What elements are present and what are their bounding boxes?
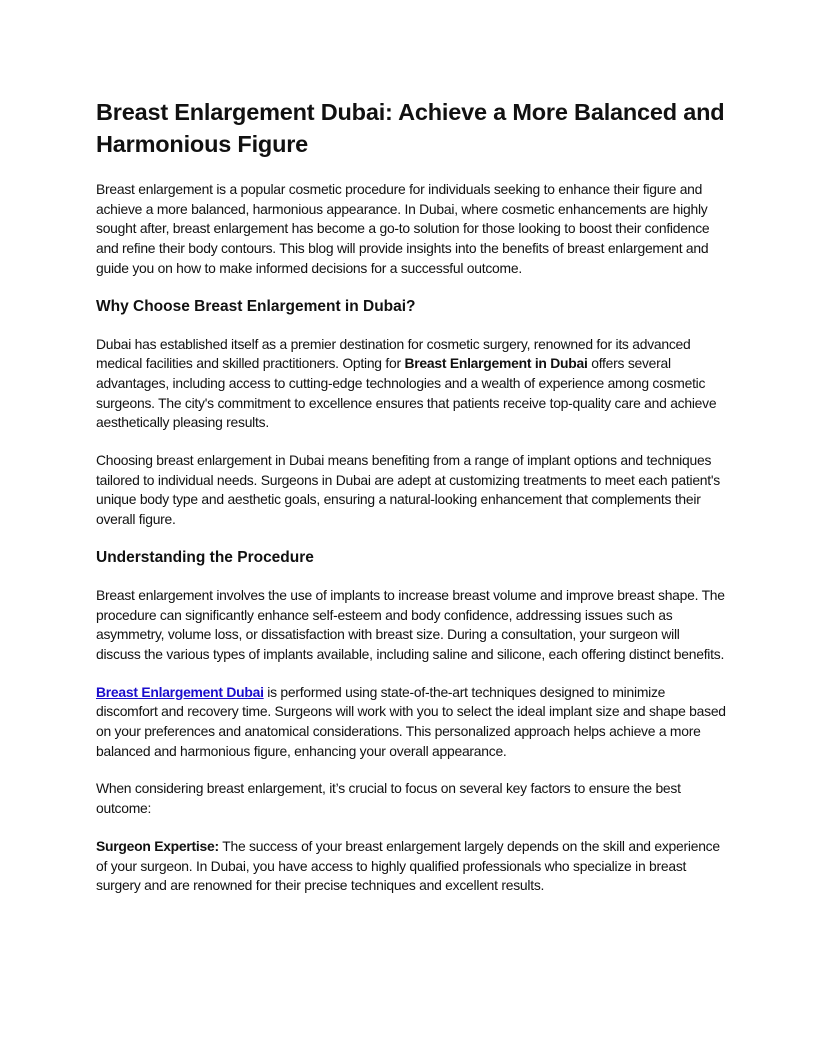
why-choose-paragraph-2: Choosing breast enlargement in Dubai means benefiting from a range of implant options and techniques tailored to individual needs. Surgeons in Dubai are adept at customizing treatments to meet each patient's unique body type and aesthetic goals, ensuring a natural-looking enhancement that complements their overall figure. [96, 452, 720, 528]
procedure-paragraph-2 [96, 683, 726, 762]
bold-keyword: Breast Enlargement in Dubai [404, 355, 588, 372]
text-span: offers several advantages, including access to cutting-edge technologies and a wealth of experience among cosmetic surgeons. The city's commitment to excellence ensures that patients receive top-quality care and achieve aesthetically pleasing results. [96, 355, 717, 431]
why-choose-paragraph-1 [96, 335, 726, 434]
surgeon-expertise-paragraph [96, 837, 726, 896]
text-span: is performed using state-of-the-art techniques designed to minimize discomfort and recovery time. Surgeons will work with you to select the ideal implant size and shape based on your preferences and anatomical considerations. This personalized approach helps achieve a more balanced and harmonious figure, enhancing your overall appearance. [96, 683, 726, 759]
text-span: The success of your breast enlargement largely depends on the skill and experience of your surgeon. In Dubai, you have access to highly qualified professionals who specialize in breast surgery and are renowned for their precise techniques and excellent results. [96, 837, 720, 894]
document-page [96, 96, 726, 914]
section-heading-procedure: Understanding the Procedure [96, 548, 314, 566]
text-span: Dubai has established itself as a premier destination for cosmetic surgery, renowned for its advanced medical facilities and skilled practitioners. Opting for [96, 335, 691, 372]
breast-enlargement-dubai-link[interactable]: Breast Enlargement Dubai [96, 683, 264, 700]
section-heading-why-choose: Why Choose Breast Enlargement in Dubai? [96, 297, 416, 315]
procedure-paragraph-3: When considering breast enlargement, it’s crucial to focus on several key factors to ensure the best outcome: [96, 780, 681, 817]
procedure-paragraph-1: Breast enlargement involves the use of implants to increase breast volume and improve breast shape. The procedure can significantly enhance self-esteem and body confidence, addressing issues such as asymmetry, volume loss, or dissatisfaction with breast size. During a consultation, your surgeon will discuss the various types of implants available, including saline and silicone, each offering distinct benefits. [96, 586, 725, 662]
intro-paragraph: Breast enlargement is a popular cosmetic procedure for individuals seeking to enhance their figure and achieve a more balanced, harmonious appearance. In Dubai, where cosmetic enhancements are highly sought after, breast enlargement has become a go-to solution for those looking to boost their confidence and refine their body contours. This blog will provide insights into the benefits of breast enlargement and guide you on how to make informed decisions for a successful outcome. [96, 181, 710, 276]
bold-label: Surgeon Expertise: [96, 837, 219, 854]
page-title: Breast Enlargement Dubai: Achieve a More Balanced and Harmonious Figure [96, 99, 725, 157]
